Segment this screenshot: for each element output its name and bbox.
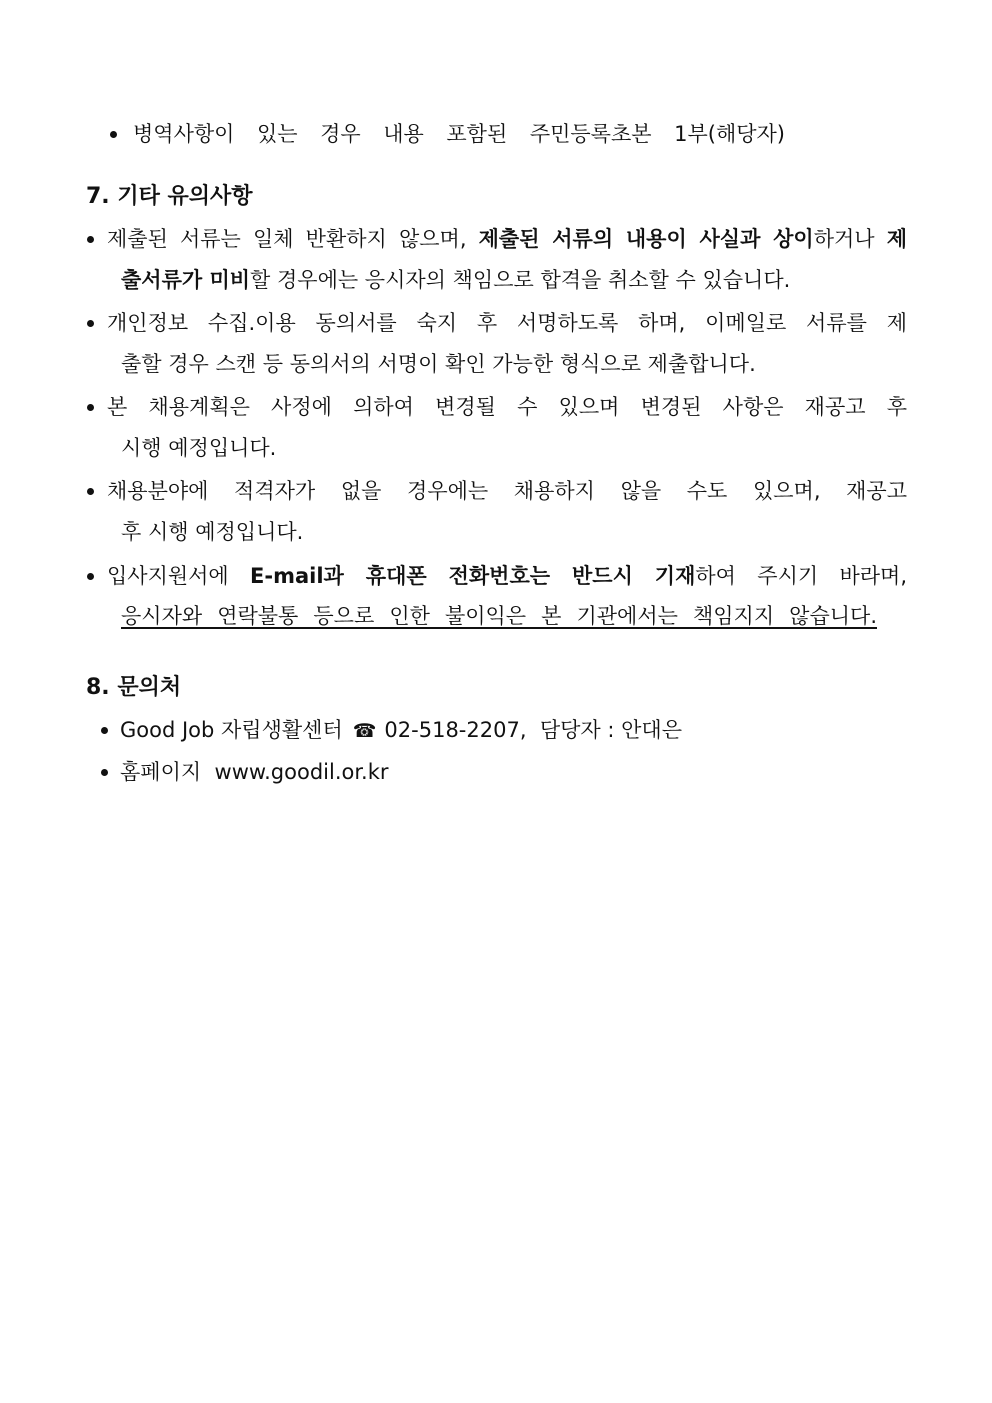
bullet — [101, 769, 108, 776]
bullet — [87, 320, 94, 327]
list-item-line — [121, 265, 790, 295]
emphasis-text: 제 — [886, 227, 907, 251]
list-item-line — [107, 476, 907, 506]
bullet — [87, 404, 94, 411]
list-item-line — [121, 349, 756, 379]
text-span: 할 경우에는 응시자의 책임으로 합격을 취소할 수 있습니다. — [250, 268, 791, 292]
list-item-line — [107, 308, 907, 338]
bullet — [87, 488, 94, 495]
emphasis-text: 출서류가 미비 — [121, 268, 251, 292]
emphasis-text: E-mail과 휴대폰 전화번호는 반드시 기재 — [250, 564, 696, 588]
list-item-line — [107, 392, 907, 422]
homepage-label: 홈페이지 — [120, 760, 202, 784]
bullet — [87, 573, 94, 580]
homepage-line — [120, 757, 389, 787]
text-span: 본 채용계획은 사정에 의하여 변경될 수 있으며 변경된 사항은 재공고 후 — [107, 395, 907, 419]
contact-phone: 02-518-2207, — [384, 718, 527, 742]
list-item-line — [107, 561, 907, 591]
text-span: 후 시행 예정입니다. — [121, 520, 304, 544]
text-span: 하거나 — [813, 227, 887, 251]
list-item-line — [107, 224, 907, 254]
list-item — [133, 119, 785, 149]
text-span: 개인정보 수집.이용 동의서를 숙지 후 서명하도록 하며, 이메일로 서류를 제 — [107, 311, 907, 335]
list-item-line — [121, 433, 276, 463]
bullet — [110, 131, 117, 138]
list-item-line — [121, 601, 877, 631]
text-span: 시행 예정입니다. — [121, 436, 277, 460]
text-span: 제출된 서류는 일체 반환하지 않으며, — [107, 227, 479, 251]
section-heading: 7. 기타 유의사항 — [86, 184, 253, 209]
text-span: 채용분야에 적격자가 없을 경우에는 채용하지 않을 수도 있으며, 재공고 — [107, 479, 907, 503]
section-heading: 8. 문의처 — [86, 675, 182, 700]
emphasis-text: 제출된 서류의 내용이 사실과 상이 — [478, 227, 814, 251]
underlined-notice: 응시자와 연락불통 등으로 인한 불이익은 본 기관에서는 책임지지 않습니다. — [121, 604, 877, 628]
list-item-text: 병역사항이 있는 경우 내용 포함된 주민등록초본 1부(해당자) — [133, 122, 785, 146]
contact-person: 담당자 : 안대은 — [539, 718, 683, 742]
list-item-line — [121, 517, 303, 547]
contact-line — [120, 715, 682, 746]
contact-name: Good Job 자립생활센터 — [120, 718, 343, 742]
text-span: 출할 경우 스캔 등 동의서의 서명이 확인 가능한 형식으로 제출합니다. — [121, 352, 756, 376]
text-span: 입사지원서에 — [107, 564, 251, 588]
homepage-link[interactable]: www.goodil.or.kr — [214, 760, 389, 784]
bullet — [101, 727, 108, 734]
bullet — [87, 236, 94, 243]
text-span: 하여 주시기 바라며, — [695, 564, 907, 588]
telephone-icon: ☎ — [352, 720, 377, 742]
